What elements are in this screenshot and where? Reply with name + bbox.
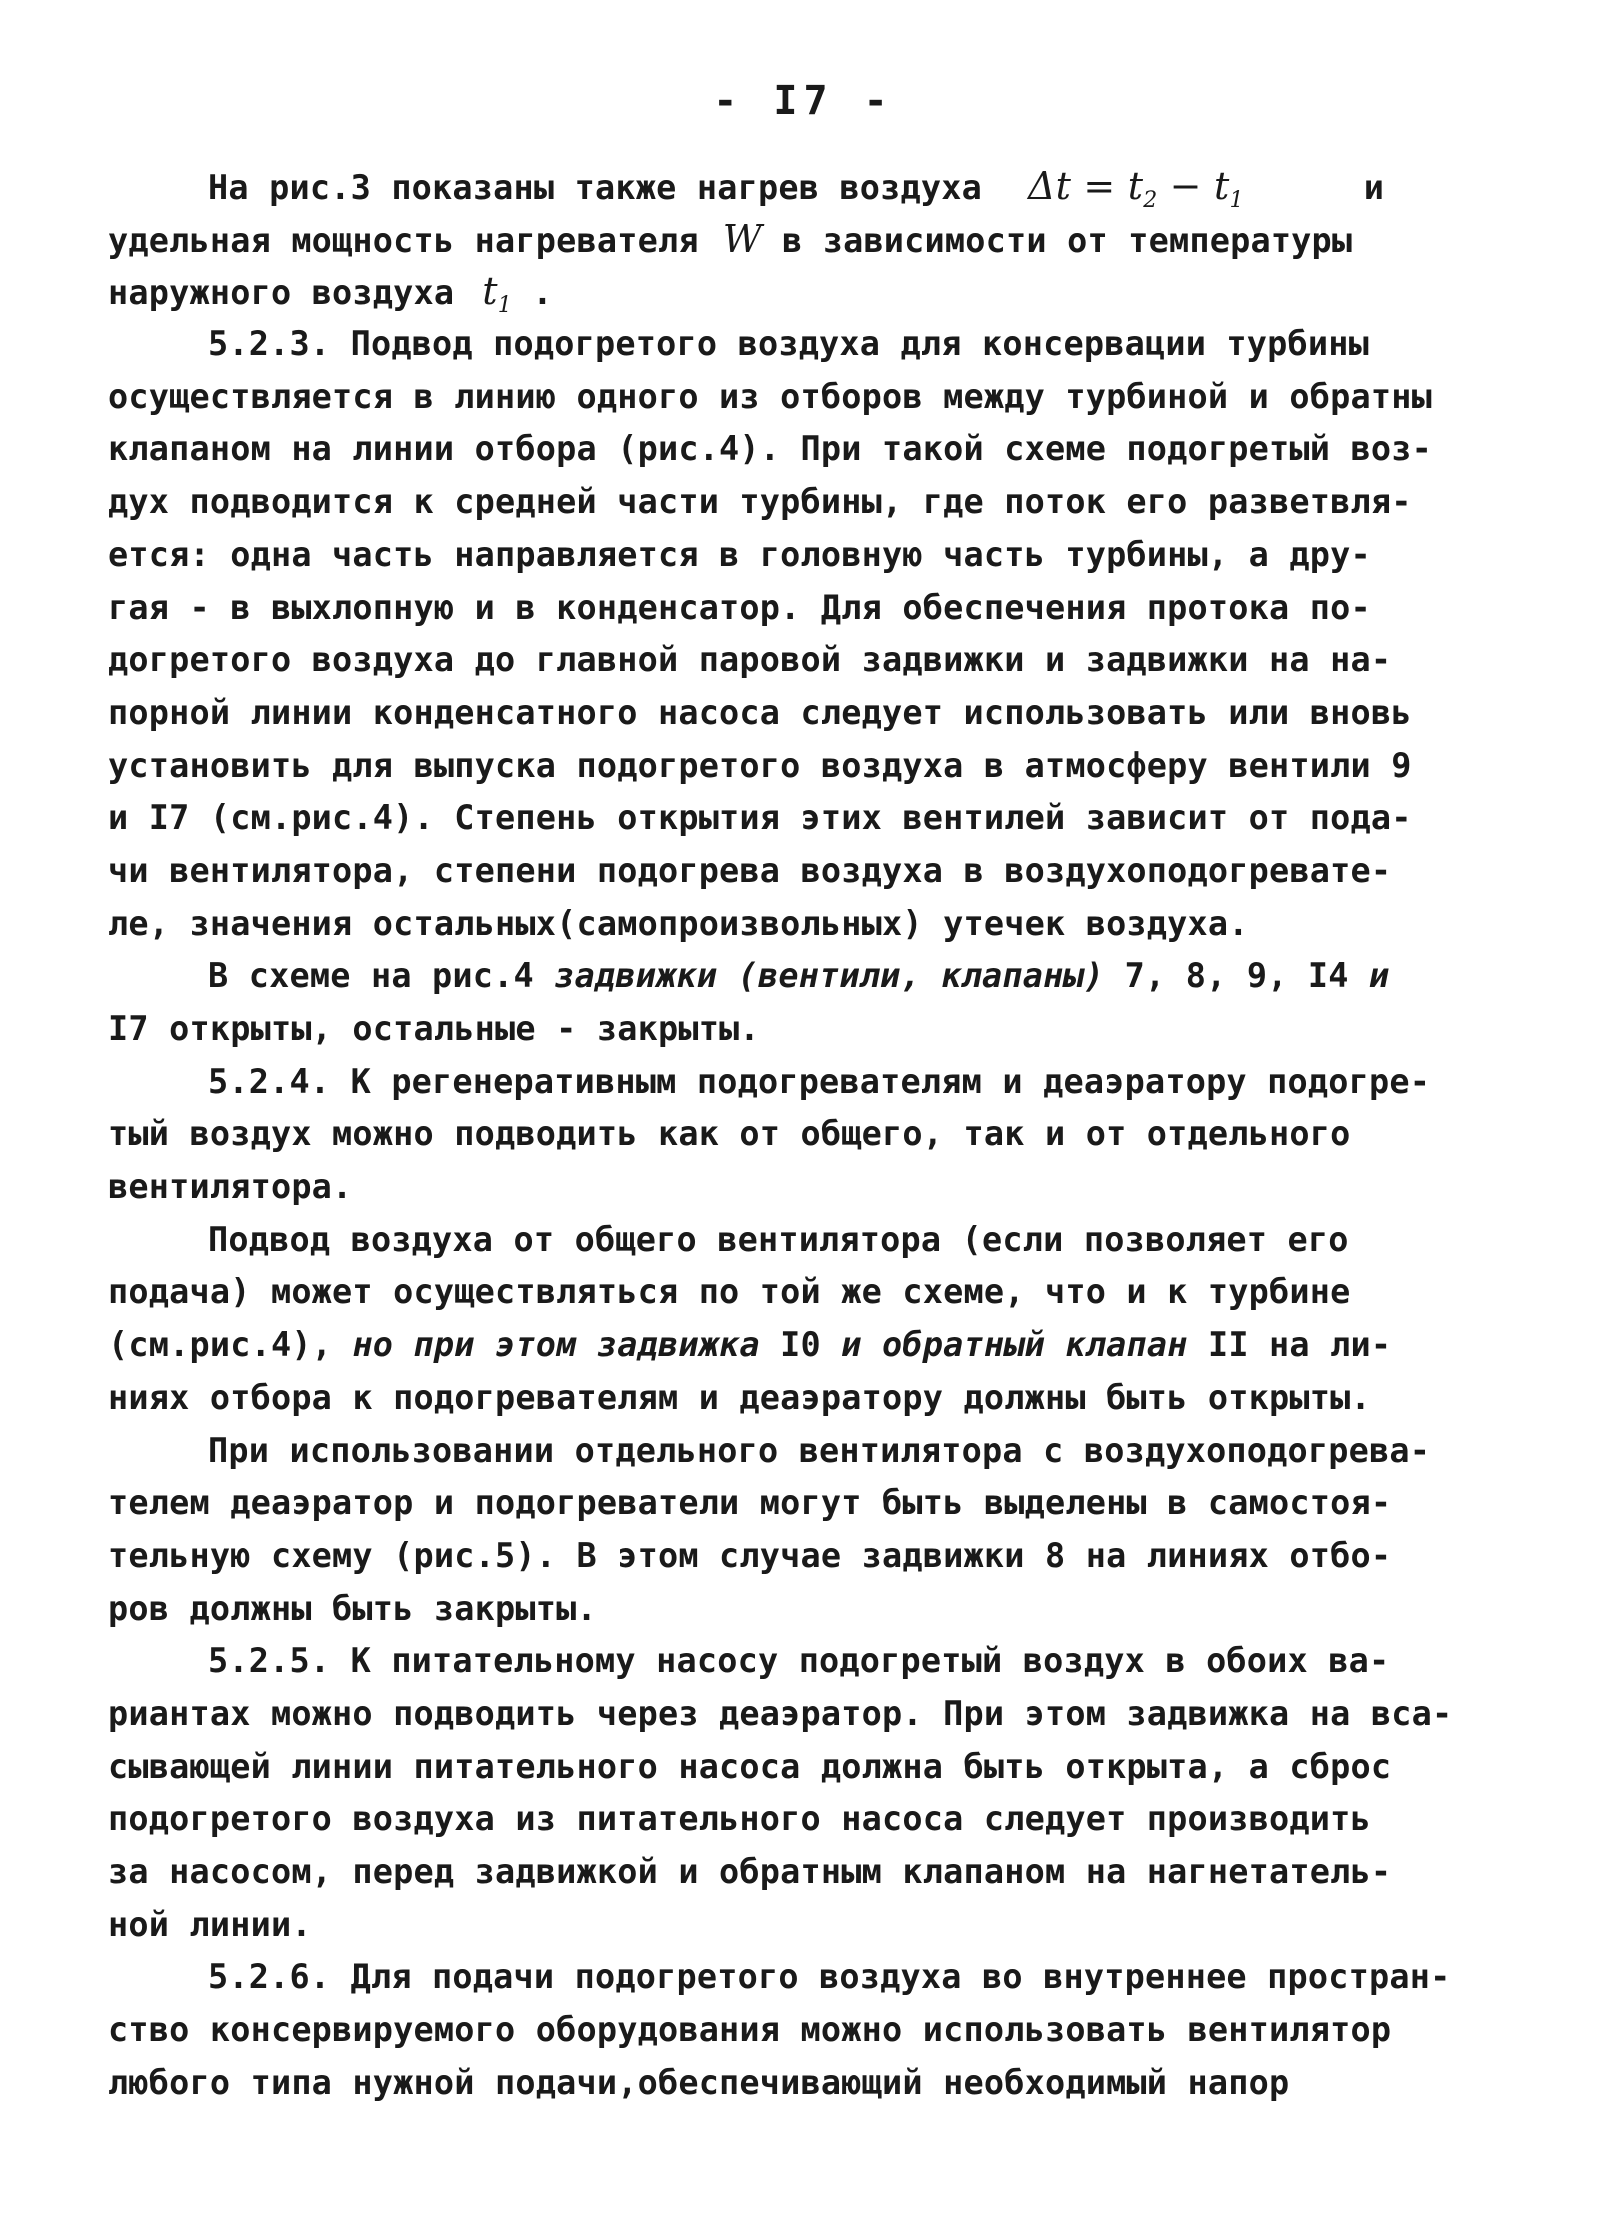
text-line: 5.2.3. Подвод подогретого воздуха для консервации турбины	[208, 324, 1370, 364]
text-line: подогретого воздуха из питательного насоса следует производить	[108, 1799, 1371, 1839]
text-line: ле, значения остальных(самопроизвольных) утечек воздуха.	[108, 903, 1249, 943]
text-line: установить для выпуска подогретого воздуха в атмосферу вентили 9	[108, 745, 1412, 785]
text-line: тый воздух можно подводить как от общего, так и от отдельного	[108, 1114, 1351, 1154]
text-line: подача) может осуществляться по той же схеме, что и к турбине	[108, 1272, 1351, 1312]
text-line: осуществляется в линию одного из отборов между турбиной и обратны	[108, 376, 1432, 416]
text-line	[108, 950, 1528, 1003]
formula-subscript: 1	[497, 293, 512, 319]
text-line: риантах можно подводить через деаэратор. При этом задвижка на вса-	[108, 1693, 1453, 1733]
text-segment: и	[1363, 168, 1385, 207]
text-line: порной линии конденсатного насоса следует использовать или вновь	[108, 692, 1412, 732]
text-segment: наружного воздуха	[108, 273, 455, 313]
text-segment: в зависимости от температуры	[781, 220, 1353, 260]
text-line: ной линии.	[108, 1904, 312, 1944]
text-segment: 7, 8, 9, I4	[1104, 956, 1370, 996]
text-segment: II на ли-	[1187, 1325, 1392, 1365]
formula-subscript: 2	[1143, 188, 1158, 213]
text-line: ется: одна часть направляется в головную часть турбины, а дру-	[108, 534, 1371, 574]
formula-subscript: 1	[1229, 188, 1244, 213]
formula-part: t	[482, 269, 498, 314]
text-line	[108, 213, 1528, 266]
text-line: Подвод воздуха от общего вентилятора (если позволяет его	[208, 1219, 1349, 1259]
text-segment-italic: и	[1369, 956, 1390, 996]
text-segment: удельная мощность нагревателя	[108, 220, 699, 260]
text-segment: В схеме на рис.4	[208, 956, 555, 996]
text-line: 5.2.5. К питательному насосу подогретый воздух в обоих ва-	[208, 1641, 1390, 1681]
formula-delta-t	[1028, 164, 1244, 213]
formula-w: W	[722, 216, 762, 261]
text-line: вентилятора.	[108, 1167, 353, 1207]
text-line: телем деаэратор и подогреватели могут быть выделены в самостоя-	[108, 1483, 1392, 1523]
text-segment-italic: и обратный клапан	[841, 1325, 1188, 1365]
text-segment: .	[511, 273, 553, 313]
text-segment: На рис.3 показаны также нагрев воздуха	[208, 168, 983, 207]
text-line	[108, 1319, 1528, 1372]
text-line: При использовании отдельного вентилятора с воздухоподогрева-	[208, 1430, 1431, 1470]
text-line	[108, 160, 1528, 213]
text-line: ство консервируемого оборудования можно использовать вентилятор	[108, 2010, 1392, 2050]
text-line: клапаном на линии отбора (рис.4). При такой схеме подогретый воз-	[108, 429, 1432, 469]
text-line: 5.2.6. Для подачи подогретого воздуха во внутреннее простран-	[208, 1957, 1451, 1997]
text-line: чи вентилятора, степени подогрева воздуха в воздухоподогревате-	[108, 850, 1392, 890]
text-line: за насосом, перед задвижкой и обратным клапаном на нагнетатель-	[108, 1852, 1392, 1891]
text-line: I7 открыты, остальные - закрыты.	[108, 1009, 760, 1048]
text-line: 5.2.4. К регенеративным подогревателям и деаэратору подогре-	[208, 1061, 1431, 1101]
formula-t1	[482, 269, 512, 319]
text-line: тельную схему (рис.5). В этом случае задвижки 8 на линиях отбо-	[108, 1535, 1392, 1575]
body-text	[108, 160, 1528, 2109]
text-segment: (см.рис.4),	[108, 1325, 353, 1365]
text-line	[108, 265, 1528, 318]
text-line: любого типа нужной подачи,обеспечивающий необходимый напор	[108, 2062, 1290, 2102]
text-line: ров должны быть закрыты.	[108, 1588, 597, 1628]
text-segment-italic: задвижки (вентили, клапаны)	[554, 956, 1105, 996]
page-number: - I7 -	[713, 78, 894, 124]
formula-part: Δt = t	[1028, 164, 1144, 208]
formula-part: − t	[1157, 164, 1230, 208]
text-line: сывающей линии питательного насоса должна быть открыта, а сброс	[108, 1746, 1392, 1786]
text-line: догретого воздуха до главной паровой задвижки и задвижки на на-	[108, 640, 1392, 680]
text-line: гая - в выхлопную и в конденсатор. Для обеспечения протока по-	[108, 587, 1371, 627]
text-line: ниях отбора к подогревателям и деаэратору должны быть открыты.	[108, 1377, 1371, 1417]
text-line: и I7 (см.рис.4). Степень открытия этих вентилей зависит от пода-	[108, 798, 1412, 838]
text-line: дух подводится к средней части турбины, где поток его разветвля-	[108, 482, 1412, 522]
text-segment-italic: но при этом задвижка	[352, 1325, 760, 1365]
text-segment: I0	[759, 1325, 842, 1365]
